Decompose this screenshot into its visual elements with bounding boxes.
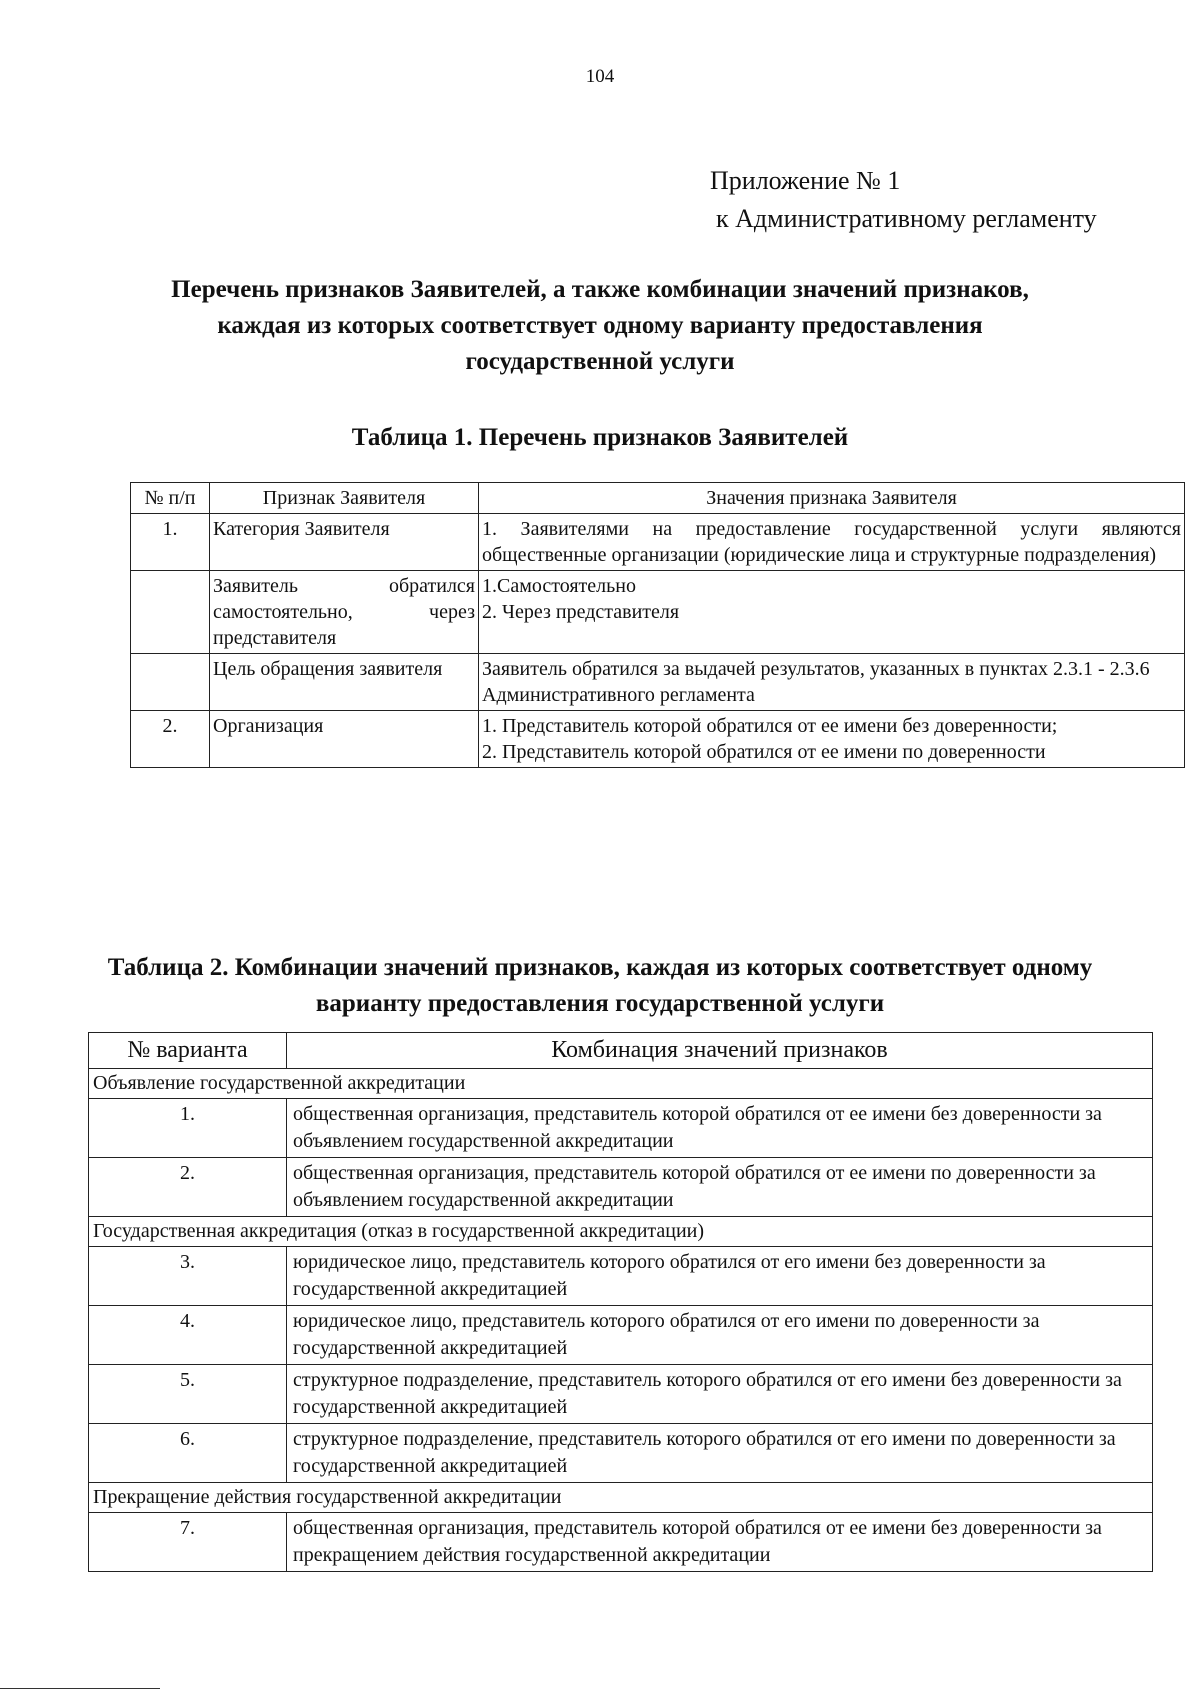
table1-cell-sign: Заявитель обратился самостоятельно, через представителя (210, 571, 479, 654)
table1-cell-sign: Организация (210, 711, 479, 768)
table1-value-line: 2. Через представителя (482, 601, 680, 623)
table1-cell-values (479, 711, 1185, 768)
variant-combination: юридическое лицо, представитель которого обратился от его имени по доверенности за государственной аккредитацией (287, 1306, 1153, 1365)
variant-combinations-table (88, 1032, 1153, 1572)
table-row (89, 1513, 1153, 1572)
variant-combination: общественная организация, представитель которой обратился от ее имени без доверенности за объявлением государственной аккредитации (287, 1099, 1153, 1158)
table1-cell-sign: Категория Заявителя (210, 514, 479, 571)
table1-value-line: 1.Самостоятельно (482, 575, 636, 597)
variant-number: 1. (89, 1099, 287, 1158)
variant-combination: общественная организация, представитель которой обратился от ее имени без доверенности за прекращением действия государственной аккредитации (287, 1513, 1153, 1572)
table-row (89, 1424, 1153, 1483)
table1-value-line: 1. Заявителями на предоставление государственной услуги являются общественные организации (юридические лица и структурные подразделения) (482, 518, 1181, 566)
table1-header-values: Значения признака Заявителя (479, 483, 1185, 514)
table2-header-combination: Комбинация значений признаков (287, 1033, 1153, 1069)
footnote-divider (0, 1688, 160, 1689)
table1-cell-num (131, 571, 210, 654)
table1-cell-values (479, 514, 1185, 571)
table-row (131, 514, 1185, 571)
section-row (89, 1217, 1153, 1247)
applicant-signs-table (130, 482, 1185, 768)
table-row (89, 1247, 1153, 1306)
table1-header-row (131, 483, 1185, 514)
table2-header-row (89, 1033, 1153, 1069)
table-row (131, 571, 1185, 654)
variant-combination: структурное подразделение, представитель которого обратился от его имени по доверенности за государственной аккредитацией (287, 1424, 1153, 1483)
table-row (89, 1099, 1153, 1158)
table1-cell-values (479, 571, 1185, 654)
table-row (131, 654, 1185, 711)
table-row (89, 1306, 1153, 1365)
table-row (89, 1365, 1153, 1424)
appendix-note (710, 162, 1097, 238)
table1-cell-num (131, 654, 210, 711)
variant-number: 5. (89, 1365, 287, 1424)
variant-number: 2. (89, 1158, 287, 1217)
variant-number: 3. (89, 1247, 287, 1306)
table1-header-num: № п/п (131, 483, 210, 514)
table1-value-line: Заявитель обратился за выдачей результатов, указанных в пунктах 2.3.1 - 2.3.6 Административного регламента (482, 658, 1150, 706)
section-title: Прекращение действия государственной аккредитации (89, 1483, 1153, 1513)
document-title: Перечень признаков Заявителей, а также комбинации значений признаков, каждая из которых соответствует одному варианту предоставления государственной услуги (171, 276, 1029, 375)
table1-cell-num: 1. (131, 514, 210, 571)
table2-caption: Таблица 2. Комбинации значений признаков, каждая из которых соответствует одному варианту предоставления государственной услуги (107, 954, 1093, 1017)
table1-header-sign: Признак Заявителя (210, 483, 479, 514)
variant-number: 7. (89, 1513, 287, 1572)
section-row (89, 1483, 1153, 1513)
section-title: Государственная аккредитация (отказ в государственной аккредитации) (89, 1217, 1153, 1247)
table1-value-line: 2. Представитель которой обратился от ее имени по доверенности (482, 741, 1046, 763)
table1-cell-sign: Цель обращения заявителя (210, 654, 479, 711)
table1-caption: Таблица 1. Перечень признаков Заявителей (351, 424, 849, 451)
table1-cell-num: 2. (131, 711, 210, 768)
table-row (131, 711, 1185, 768)
table2-header-variant: № варианта (89, 1033, 287, 1069)
section-row (89, 1069, 1153, 1099)
table-row (89, 1158, 1153, 1217)
section-title: Объявление государственной аккредитации (89, 1069, 1153, 1099)
variant-combination: общественная организация, представитель которой обратился от ее имени по доверенности за объявлением государственной аккредитации (287, 1158, 1153, 1217)
appendix-line-1: Приложение № 1 (710, 166, 901, 195)
page-number: 104 (585, 66, 615, 87)
variant-number: 6. (89, 1424, 287, 1483)
table1-cell-values (479, 654, 1185, 711)
variant-combination: структурное подразделение, представитель которого обратился от его имени без доверенности за государственной аккредитацией (287, 1365, 1153, 1424)
table1-value-line: 1. Представитель которой обратился от ее имени без доверенности; (482, 715, 1058, 737)
variant-combination: юридическое лицо, представитель которого обратился от его имени без доверенности за государственной аккредитацией (287, 1247, 1153, 1306)
appendix-line-2: к Административному регламенту (716, 204, 1097, 233)
variant-number: 4. (89, 1306, 287, 1365)
